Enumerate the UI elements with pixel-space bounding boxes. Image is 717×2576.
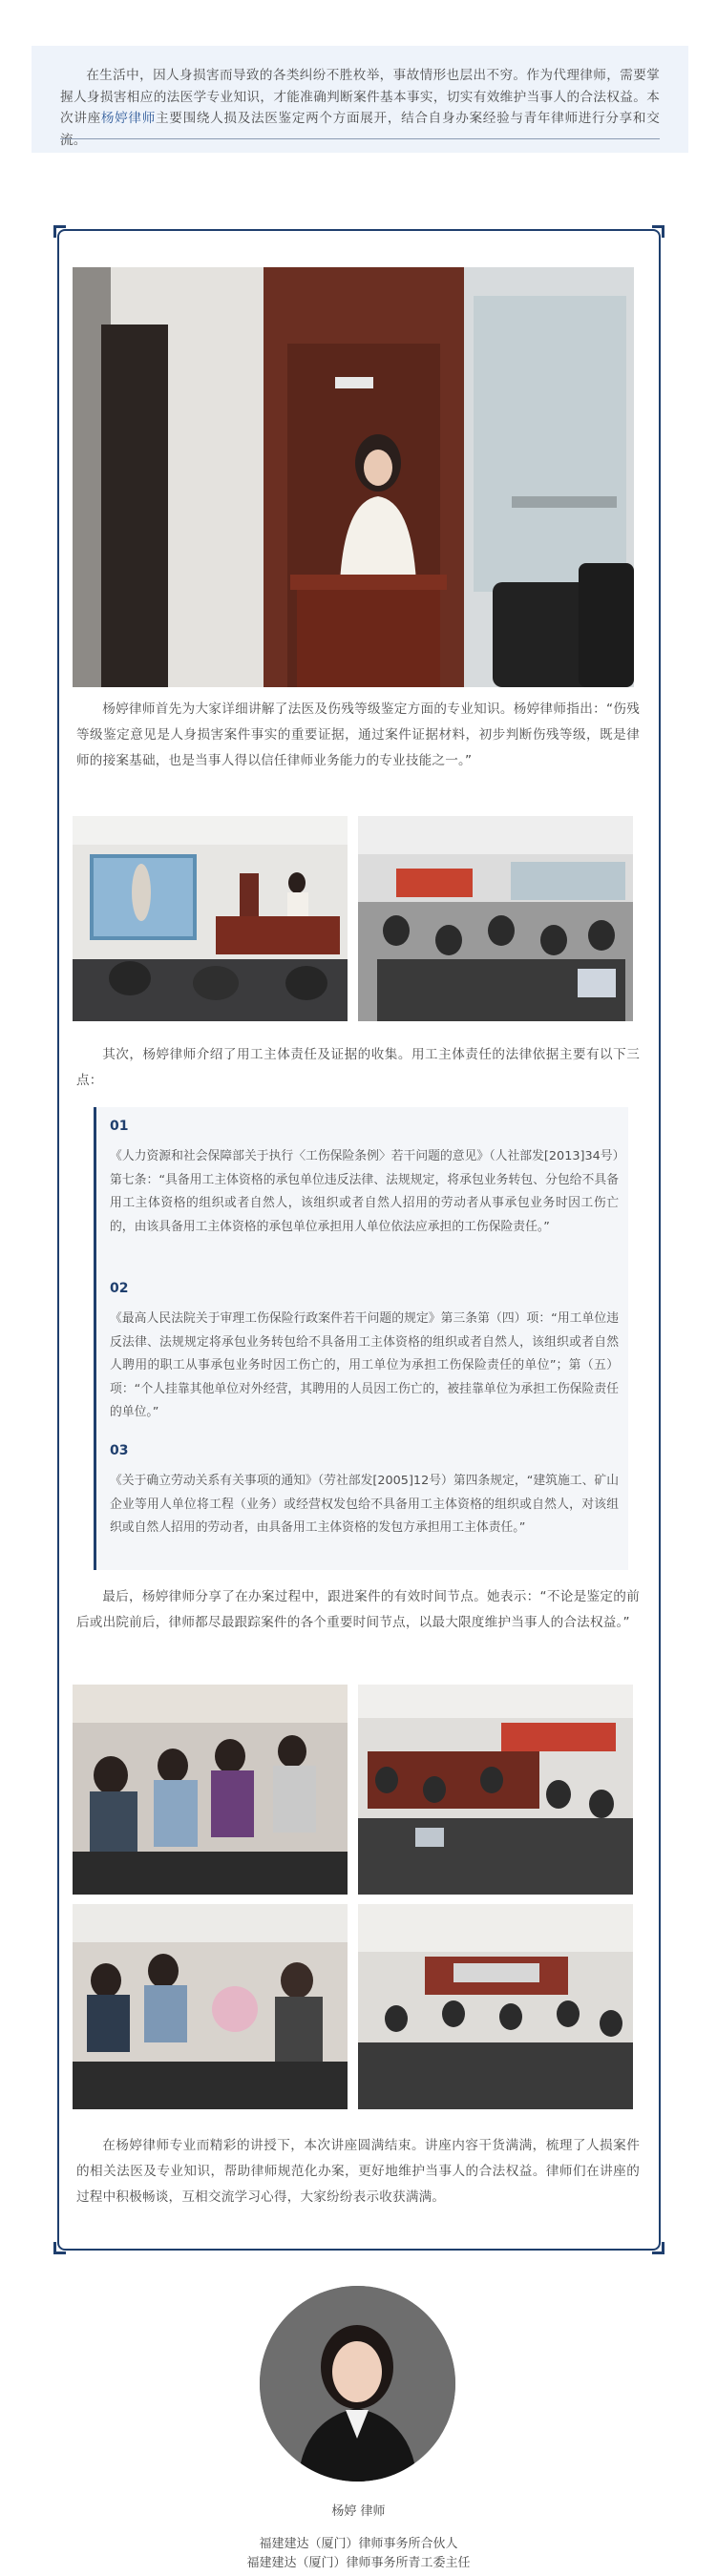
avatar bbox=[260, 2286, 455, 2482]
section-paragraph-1: 杨婷律师首先为大家详细讲解了法医及伤残等级鉴定方面的专业知识。杨婷律师指出：“伤残等级鉴定意见是人身损害案件事实的重要证据，通过案件证据材料，初步判断伤残等级，既是律师的接案基础，也是当事人得以信任律师业务能力的专业技能之一。” bbox=[76, 702, 640, 768]
profile-title: 福建建达（厦门）律师事务所合伙人 bbox=[259, 2537, 458, 2551]
law-text: 《人力资源和社会保障部关于执行〈工伤保险条例〉若干问题的意见》（人社部发[2013]34号）第七条：“具备用工主体资格的承包单位违反法律、法规规定，将承包业务转包、分包给不具备用工主体资格的组织或者自然人，该组织或者自然人招用的劳动者从事承包业务时因工伤亡的，由该具备用工主体资格的承包单位承担用人单位依法应承担的工伤保险责任。” bbox=[110, 1149, 619, 1234]
law-item-3 bbox=[94, 1432, 628, 1570]
law-number: 01 bbox=[110, 1119, 129, 1134]
meeting-room-photo bbox=[358, 1685, 633, 1895]
meeting-room-photo bbox=[358, 1904, 633, 2109]
corner-ornament bbox=[53, 2242, 66, 2254]
corner-ornament bbox=[53, 225, 66, 238]
corner-ornament bbox=[652, 225, 664, 238]
speaker-photo bbox=[73, 267, 634, 687]
law-text: 《最高人民法院关于审理工伤保险行政案件若干问题的规定》第三条第（四）项：“用工单位违反法律、法规规定将承包业务转包给不具备用工主体资格的组织或者自然人，该组织或者自然人聘用的职工从事承包业务时因工伤亡的，用工单位为承担工伤保险责任的单位”；第（五）项：“个人挂靠其他单位对外经营，其聘用的人员因工伤亡的，被挂靠单位为承担工伤保险责任的单位。” bbox=[110, 1311, 619, 1419]
section-paragraph-3: 最后，杨婷律师分享了在办案过程中，跟进案件的有效时间节点。她表示：“不论是鉴定的前后或出院前后，律师都尽最跟踪案件的各个重要时间节点，以最大限度维护当事人的合法权益。” bbox=[76, 1589, 640, 1630]
corner-ornament bbox=[652, 2242, 664, 2254]
law-text: 《关于确立劳动关系有关事项的通知》（劳社部发[2005]12号）第四条规定，“建筑施工、矿山企业等用人单位将工程（业务）或经营权发包给不具备用工主体资格的组织或自然人，对该组织或自然人招用的劳动者，由具备用工主体资格的发包方承担用工主体责任。” bbox=[110, 1474, 619, 1535]
section-paragraph-2: 其次，杨婷律师介绍了用工主体责任及证据的收集。用工主体责任的法律依据主要有以下三点： bbox=[76, 1047, 640, 1088]
audience-photo bbox=[358, 816, 633, 1021]
law-item-1 bbox=[94, 1107, 628, 1269]
audience-photo bbox=[73, 1904, 348, 2109]
audience-photo bbox=[73, 1685, 348, 1895]
intro-text: 在生活中，因人身损害而导致的各类纠纷不胜枚举，事故情形也层出不穷。作为代理律师，需要掌握人身损害相应的法医学专业知识，才能准确判断案件基本事实，切实有效维护当事人的合法权益。本次讲座杨婷律师主要围绕人损及法医鉴定两个方面展开，结合自身办案经验与青年律师进行分享和交流。 bbox=[60, 68, 660, 148]
speaker-name: 杨婷律师 bbox=[100, 111, 156, 126]
law-number: 02 bbox=[110, 1281, 129, 1296]
law-number: 03 bbox=[110, 1443, 129, 1458]
lecture-photo bbox=[73, 816, 348, 1021]
section-paragraph-4: 在杨婷律师专业而精彩的讲授下，本次讲座圆满结束。讲座内容干货满满，梳理了人损案件的相关法医及专业知识，帮助律师规范化办案，更好地维护当事人的合法权益。律师们在讲座的过程中积极畅谈，互相交流学习心得，大家纷纷表示收获满满。 bbox=[76, 2138, 640, 2205]
intro-block bbox=[32, 46, 688, 153]
law-item-2 bbox=[94, 1269, 628, 1432]
profile-name: 杨婷 律师 bbox=[331, 2504, 386, 2519]
intro-divider bbox=[60, 138, 660, 139]
profile-title: 福建建达（厦门）律师事务所青工委主任 bbox=[246, 2556, 471, 2570]
